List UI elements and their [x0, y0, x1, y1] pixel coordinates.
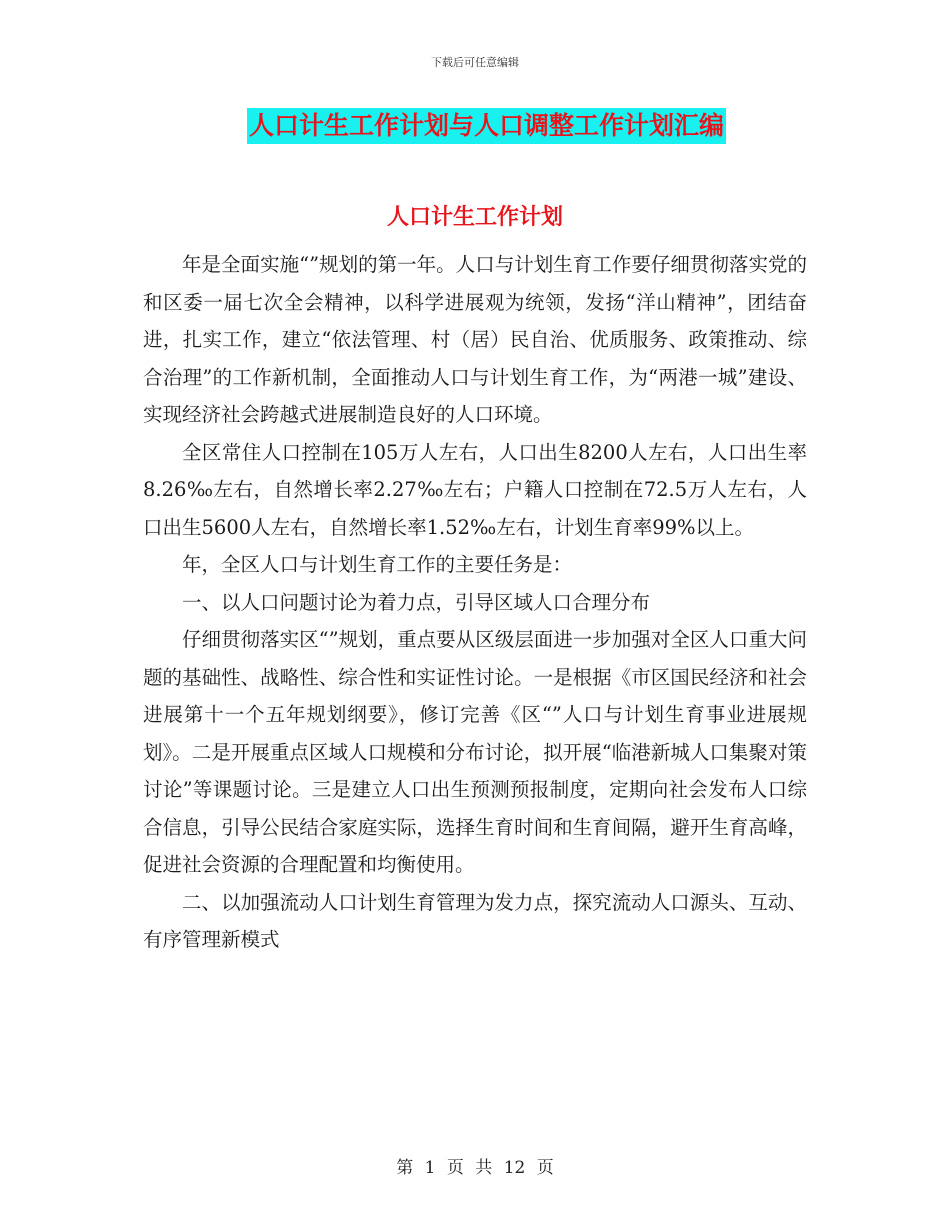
heading-task-one: 一、以人口问题讨论为着力点，引导区域人口合理分布: [182, 590, 651, 614]
document-body: [143, 246, 807, 959]
document-title: 人口计生工作计划与人口调整工作计划汇编: [247, 108, 726, 144]
page-header-note: 下载后可任意编辑: [431, 56, 519, 69]
section-title: 人口计生工作计划: [386, 205, 563, 230]
paragraph-task-one: 仔细贯彻落实区“”规划，重点要从区级层面进一步加强对全区人口重大问题的基础性、战略性、综合性和实证性讨论。一是根据《市区国民经济和社会进展第十一个五年规划纲要》，修订完善《区“”人口与计划生育事业进展规划》。二是开展重点区域人口规模和分布讨论，拟开展“临港新城人口集聚对策讨论”等课题讨论。三是建立人口出生预测预报制度，定期向社会发布人口综合信息，引导公民结合家庭实际，选择生育时间和生育间隔，避开生育高峰，促进社会资源的合理配置和均衡使用。: [143, 628, 807, 876]
heading-task-two: 二、以加强流动人口计划生育管理为发力点，探究流动人口源头、互动、有序管理新模式: [143, 890, 807, 951]
paragraph-intro: 年是全面实施“”规划的第一年。人口与计划生育工作要仔细贯彻落实党的和区委一届七次全会精神，以科学进展观为统领，发扬“洋山精神”，团结奋进，扎实工作，建立“依法管理、村（居）民自治、优质服务、政策推动、综合治理”的工作新机制，全面推动人口与计划生育工作，为“两港一城”建设、实现经济社会跨越式进展制造良好的人口环境。: [143, 253, 807, 426]
paragraph-tasks-intro: 年，全区人口与计划生育工作的主要任务是：: [182, 553, 573, 576]
paragraph-targets: 全区常住人口控制在105万人左右，人口出生8200人左右，人口出生率8.26‰左右，自然增长率2.27‰左右；户籍人口控制在72.5万人左右，人口出生5600人左右，自然增长率1.52‰左右，计划生育率99%以上。: [143, 440, 807, 539]
page-number-footer: 第 1 页 共 12 页: [396, 1158, 554, 1178]
